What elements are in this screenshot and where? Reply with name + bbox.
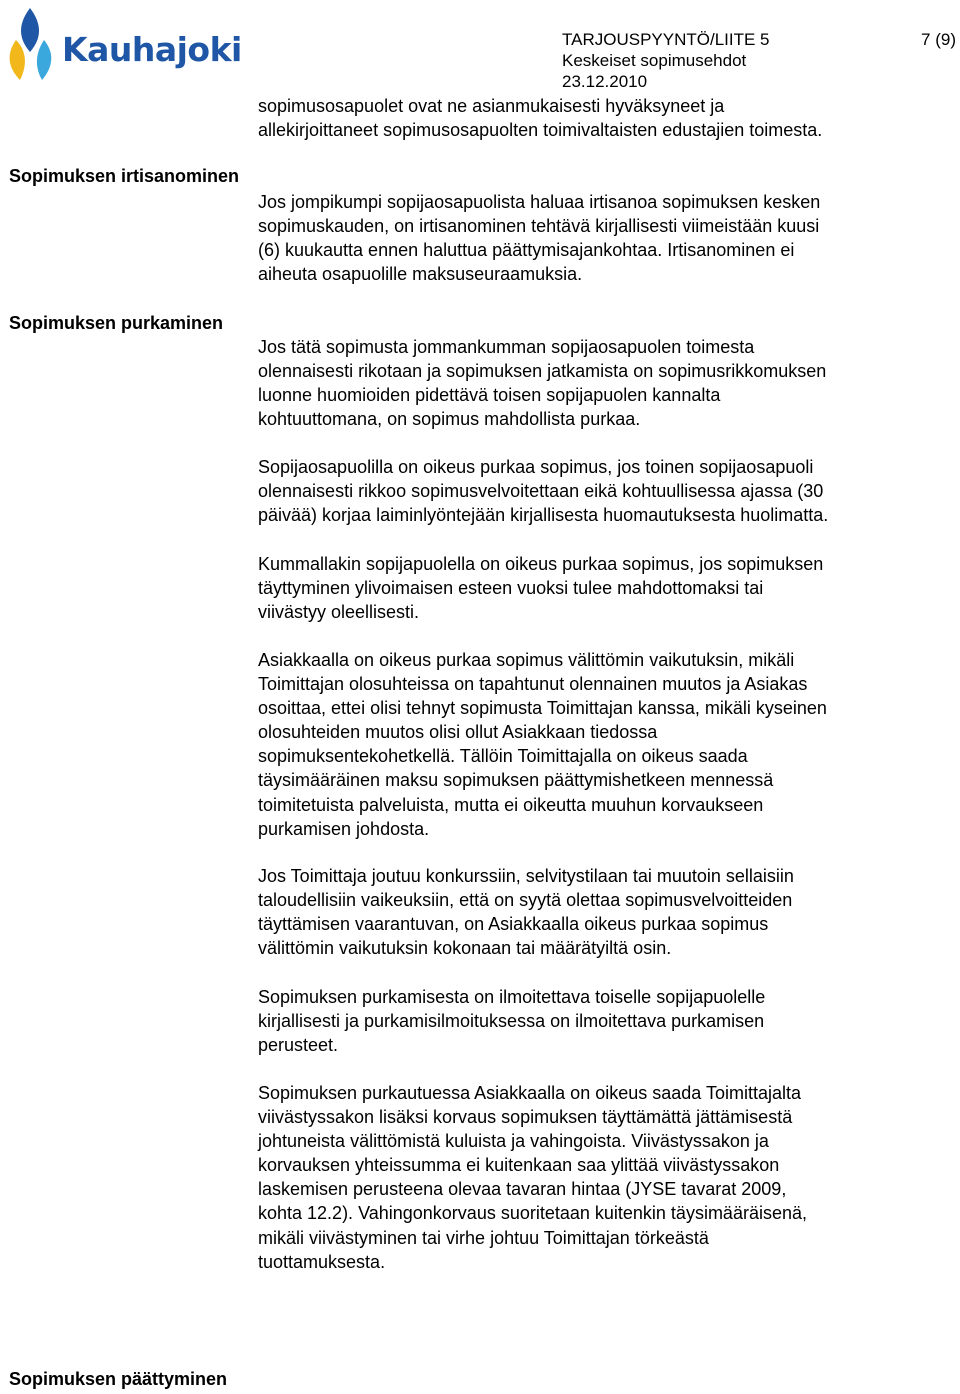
- purkaminen-paragraph-3: Kummallakin sopijapuolella on oikeus purkaa sopimus, jos sopimuksen täyttyminen ylivoimaisen esteen vuoksi tulee mahdottomaksi tai viivästyy oleellisesti.: [258, 554, 824, 623]
- document-header: [562, 29, 770, 92]
- logo-text: Kauhajoki: [62, 30, 242, 69]
- logo-leaf-icon: [6, 6, 58, 86]
- irtisanominen-paragraph: Jos jompikumpi sopijaosapuolista haluaa irtisanoa sopimuksen kesken sopimuskauden, on irtisanominen tehtävä kirjallisesti viimeistään kuusi (6) kuukautta ennen haluttua päättymisajankohtaa. Irtisanominen ei aiheuta osapuolille maksuseuraamuksia.: [258, 192, 821, 285]
- kauhajoki-logo: [6, 6, 246, 86]
- section-heading-irtisanominen: Sopimuksen irtisanominen: [9, 166, 240, 186]
- document-date: 23.12.2010: [562, 72, 648, 91]
- page-number: 7 (9): [921, 30, 956, 49]
- section-heading-paattyminen: Sopimuksen päättyminen: [9, 1369, 228, 1389]
- purkaminen-paragraph-5: Jos Toimittaja joutuu konkurssiin, selvitystilaan tai muutoin sellaisiin taloudellisiin vaikeuksiin, että on syytä olettaa sopimusvelvoitteiden täyttämisen vaarantuvan, on Asiakkaalla oikeus purkaa sopimus välittömin vaikutuksin kokonaan tai määrätyiltä osin.: [258, 866, 794, 959]
- purkaminen-paragraph-6: Sopimuksen purkamisesta on ilmoitettava toiselle sopijapuolelle kirjallisesti ja purkamisilmoituksessa on ilmoitettava purkamisen perusteet.: [258, 987, 766, 1056]
- purkaminen-paragraph-4: Asiakkaalla on oikeus purkaa sopimus välittömin vaikutuksin, mikäli Toimittajan olosuhteissa on tapahtunut olennainen muutos ja Asiakas osoittaa, ettei olisi tehnyt sopimusta Toimittajan kanssa, mikäli kyseinen olosuhteiden muutos olisi ollut Asiakkaan tiedossa sopimuksentekohetkellä. Tällöin Toimittajalla on oikeus saada täysimääräinen maksu sopimuksen päättymishetkeen mennessä toimitetuista palveluista, mutta ei oikeutta muuhun korvaukseen purkamisen johdosta.: [258, 650, 827, 839]
- purkaminen-paragraph-7: Sopimuksen purkautuessa Asiakkaalla on oikeus saada Toimittajalta viivästyssakon lisäksi korvaus sopimuksen täyttämättä jättämisestä johtuneista välittömistä kuluista ja vahingoista. Viivästyssakon ja korvauksen yhteissumma ei kuitenkaan saa ylittää viivästyssakon laskemisen perusteena olevaa tavaran hintaa (JYSE tavarat 2009, kohta 12.2). Vahingonkorvaus suoritetaan kuitenkin täysimääräisenä, mikäli viivästyminen tai virhe johtuu Toimittajan törkeästä tuottamuksesta.: [258, 1083, 807, 1272]
- section-heading-purkaminen: Sopimuksen purkaminen: [9, 313, 224, 333]
- purkaminen-paragraph-2: Sopijaosapuolilla on oikeus purkaa sopimus, jos toinen sopijaosapuoli olennaisesti rikkoo sopimusvelvoitettaan eikä kohtuullisessa ajassa (30 päivää) korjaa laiminlyöntejään kirjallisesta huomautuksesta huolimatta.: [258, 457, 829, 526]
- intro-paragraph: sopimusosapuolet ovat ne asianmukaisesti hyväksyneet ja allekirjoittaneet sopimusosapuolten toimivaltaisten edustajien toimesta.: [258, 96, 823, 141]
- document-title: TARJOUSPYYNTÖ/LIITE 5: [562, 30, 770, 49]
- document-subtitle: Keskeiset sopimusehdot: [562, 51, 747, 70]
- purkaminen-paragraph-1: Jos tätä sopimusta jommankumman sopijaosapuolen toimesta olennaisesti rikotaan ja sopimuksen jatkamista on sopimusrikkomuksen luonne huomioiden pidettävä toisen sopijapuolen kannalta kohtuuttomana, on sopimus mahdollista purkaa.: [258, 337, 827, 430]
